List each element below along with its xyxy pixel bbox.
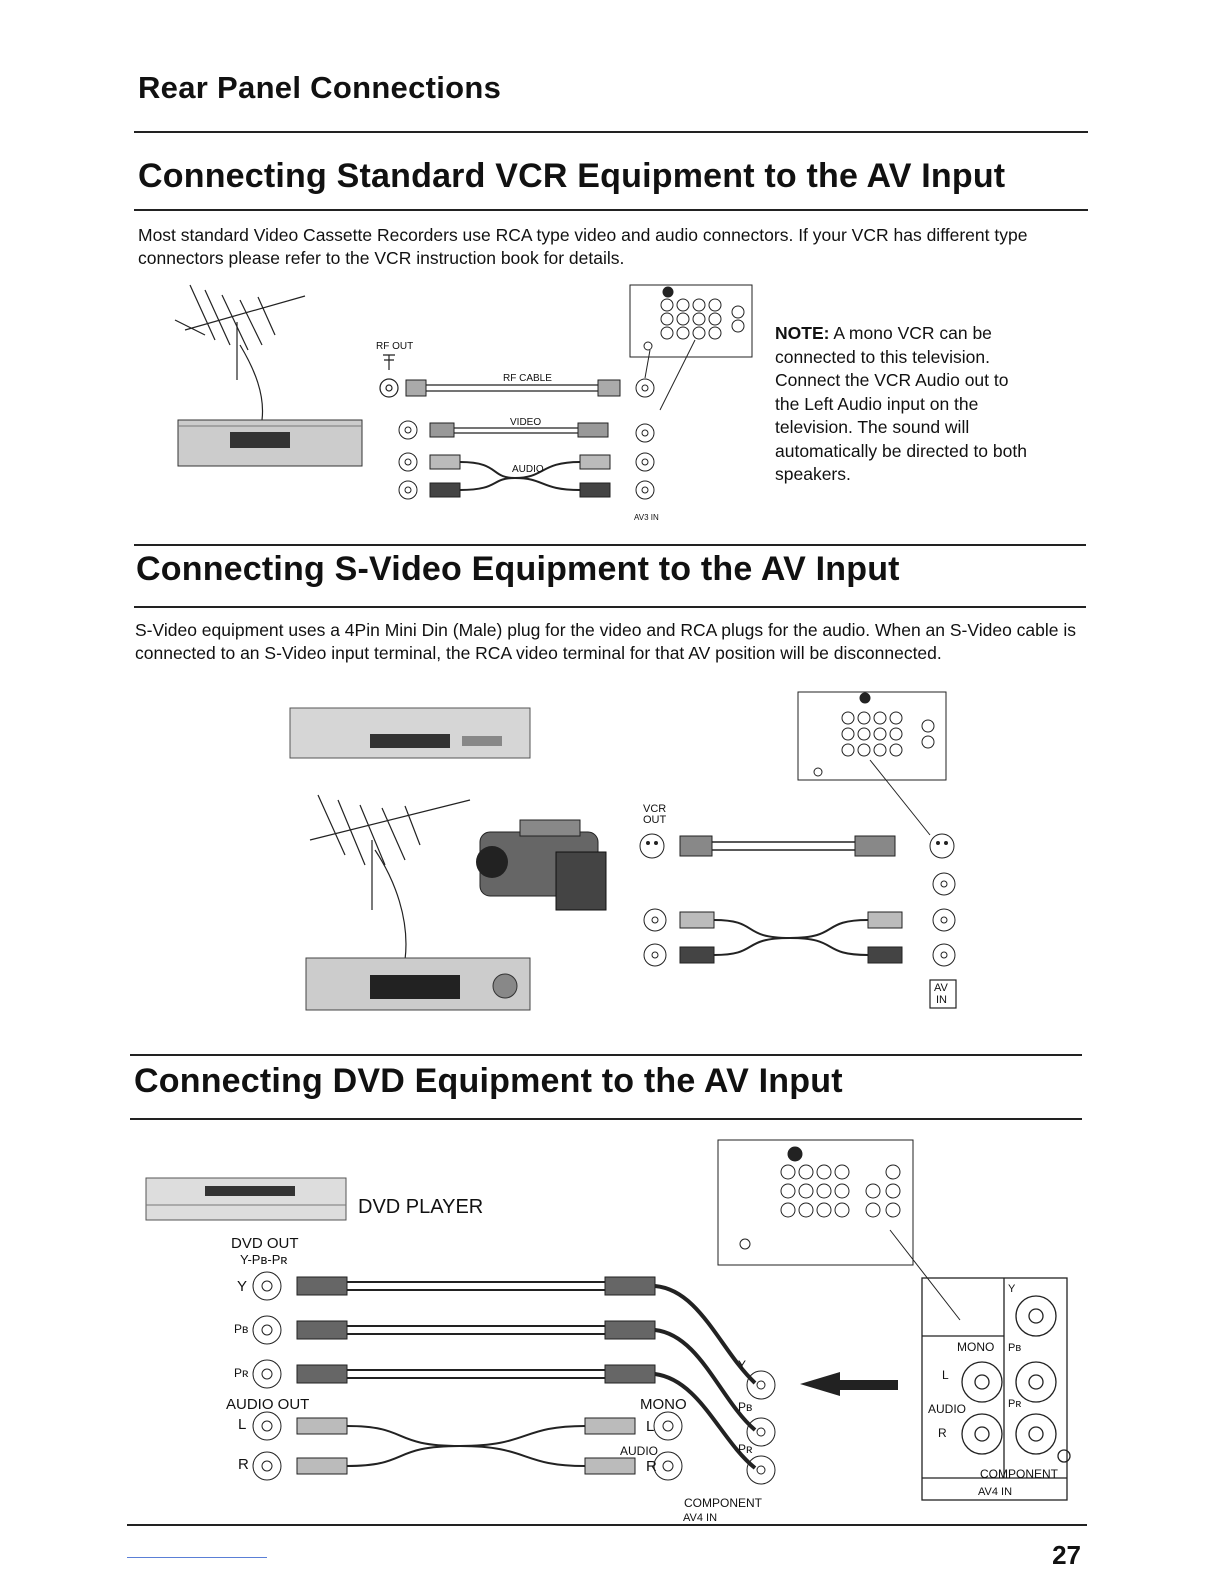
divider [127, 1524, 1087, 1526]
label-av4-in: AV4 IN [683, 1512, 718, 1524]
label-rf-cable: RF CABLE [503, 373, 552, 384]
page-header: Rear Panel Connections [138, 70, 502, 105]
arrow-left-icon [800, 1372, 898, 1396]
label-panel-pb: Pʙ [1008, 1342, 1022, 1354]
section-title-vcr: Connecting Standard VCR Equipment to the AV Input [138, 157, 1006, 195]
note-text: A mono VCR can be connected to this television. Connect the VCR Audio out to the Left Audio input on the television. The sound will automatically be directed to both speakers. [775, 323, 1027, 484]
label-vcr-out-2: OUT [643, 814, 667, 826]
label-dvd-player: DVD PLAYER [358, 1196, 484, 1218]
footer-line [127, 1557, 267, 1558]
label-panel-mono: MONO [957, 1340, 995, 1354]
section-text-vcr: Most standard Video Cassette Recorders use RCA type video and audio connectors. If your VCR has different type connectors please refer to the VCR instruction book for details. [138, 225, 1028, 268]
note-label: NOTE: [775, 323, 830, 343]
label-vcr-out: VCR [643, 803, 667, 815]
label-panel-audio: AUDIO [928, 1402, 967, 1416]
section-title-dvd: Connecting DVD Equipment to the AV Input [134, 1062, 843, 1100]
label-pr-in: Pʀ [738, 1442, 753, 1456]
label-panel-y: Y [1008, 1283, 1016, 1295]
section-text-svideo: S-Video equipment uses a 4Pin Mini Din (Male) plug for the video and RCA plugs for the audio. When an S-Video cable is connected to an S-Video input terminal, the RCA video terminal for that AV position will be disconnected. [135, 620, 1077, 663]
label-av-in-2: IN [936, 994, 947, 1006]
label-r: R [238, 1456, 249, 1473]
audio-cables-icon [253, 1412, 682, 1480]
label-r-in: R [646, 1458, 657, 1475]
label-pb-in: Pʙ [738, 1400, 753, 1414]
tv-rear-panel-icon [718, 1140, 960, 1320]
section-title-svideo: Connecting S-Video Equipment to the AV Input [136, 550, 900, 588]
label-mono: MONO [640, 1396, 687, 1413]
label-component: COMPONENT [684, 1496, 762, 1510]
label-audio-out: AUDIO OUT [226, 1396, 310, 1413]
page-number: 27 [1052, 1540, 1081, 1570]
label-l-in: L [646, 1418, 655, 1435]
label-pr: Pʀ [234, 1366, 249, 1380]
label-audio-in: AUDIO [620, 1444, 659, 1458]
label-audio: AUDIO [512, 464, 544, 475]
label-dvd-out: DVD OUT [231, 1235, 299, 1252]
label-pb: Pʙ [234, 1322, 249, 1336]
label-rf-out: RF OUT [376, 341, 414, 352]
label-video: VIDEO [510, 417, 542, 428]
label-panel-av4-in: AV4 IN [978, 1486, 1013, 1498]
label-panel-r: R [938, 1426, 947, 1440]
label-panel-pr: Pʀ [1008, 1398, 1022, 1410]
label-av-in: AV [934, 982, 948, 994]
label-l: L [238, 1416, 247, 1433]
label-y: Y [237, 1278, 248, 1295]
label-y-in: Y [738, 1358, 747, 1372]
label-dvd-out-sub: Y-Pʙ-Pʀ [240, 1252, 288, 1267]
label-panel-l: L [942, 1368, 949, 1382]
label-panel-component: COMPONENT [980, 1467, 1058, 1481]
dvd-player-icon [146, 1178, 346, 1220]
label-av-in: AV3 IN [634, 513, 659, 522]
